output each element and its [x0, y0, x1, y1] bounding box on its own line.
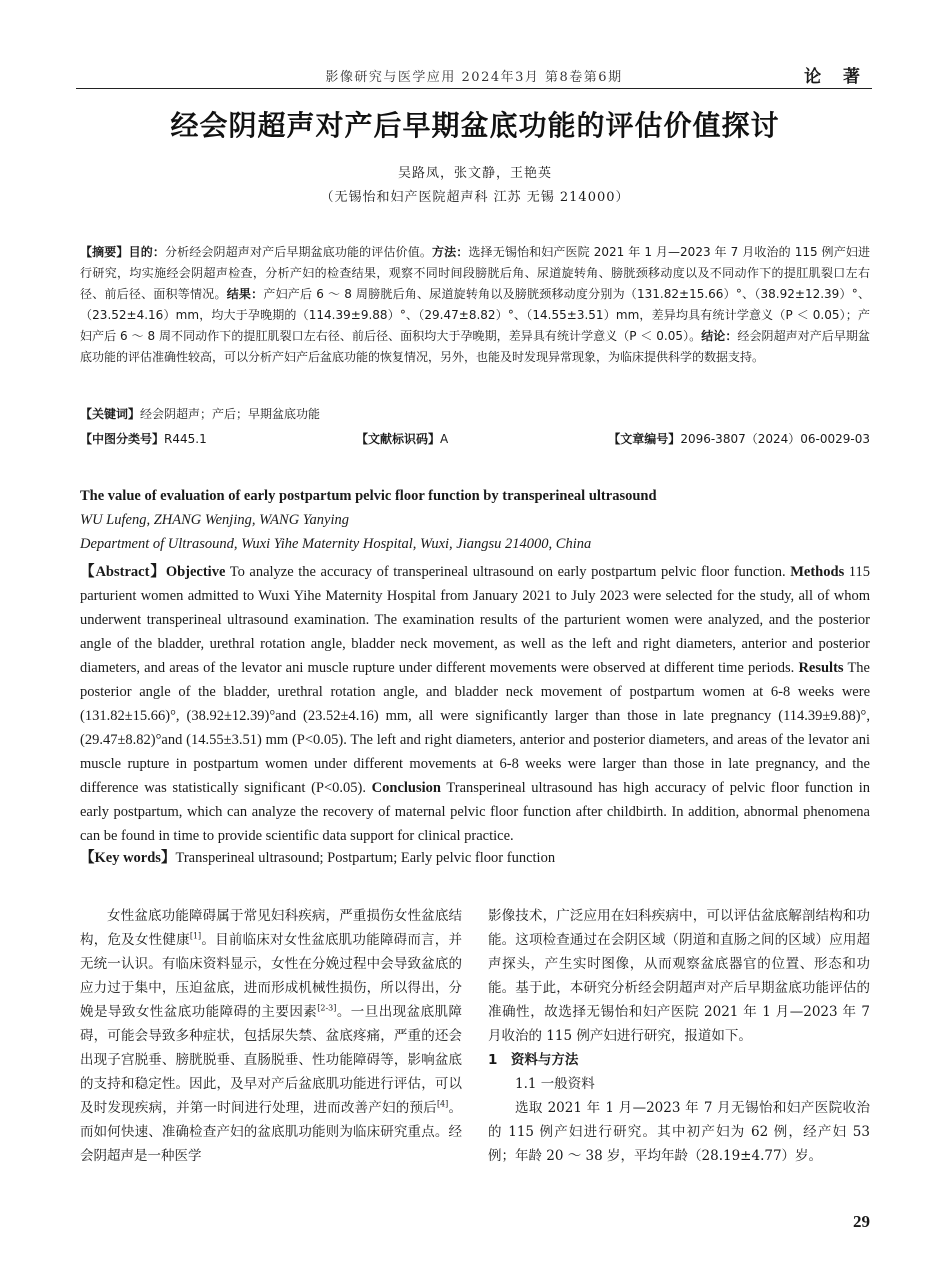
en-abstract-label: 【Abstract】: [80, 564, 166, 580]
intro-text-1: 女性盆底功能障碍属于常见妇科疾病，严重损伤女性盆底结构，危及女性健康: [80, 908, 462, 948]
page-number: 29: [853, 1212, 870, 1231]
english-keywords: [80, 848, 870, 868]
section-tag: 论 著: [804, 67, 868, 87]
classification-row: [80, 428, 870, 450]
en-conclusion-text: Transperineal ultrasound has high accuracy of pelvic floor function in early postpartum, which can analyze the recovery of maternal pelvic floor function after childbirth. In addition, abnormal phenomena can be found in time to provide scientific data support for clinical practice.: [80, 780, 870, 844]
article-label: 【文章编号】: [608, 432, 681, 446]
intro-text-4: 。而如何快速、准确检查产妇的盆底肌功能则为临床研究重点。经会阴超声是一种医学: [80, 1100, 463, 1164]
english-abstract: [80, 560, 870, 848]
affiliation: （无锡怡和妇产医院超声科 江苏 无锡 214000）: [320, 190, 630, 205]
subsection-heading: 1.1 一般资料: [515, 1076, 595, 1092]
en-objective-label: Objective: [165, 564, 226, 580]
methods-text: 选择无锡怡和妇产医院 2021 年 1 月—2023 年 7 月收治的 115 例产妇进行研究，均实施经会阴超声检查，分析产妇的检查结果，观察不同时间段膀胱后角、尿道旋转角、膀胱颈移动度以及不同动作下的提肛肌裂口左右径、前后径、面积等情况。: [80, 245, 870, 301]
intro-paragraph: [80, 904, 462, 1168]
en-methods-text: 115 parturient women admitted to Wuxi Yihe Maternity Hospital from January 2021 to July 2023 were selected for the study, all of whom underwent transperineal ultrasound examination. The examination results of the parturient women were analyzed, and the posterior angle of the bladder, urethral rotation angle, bladder neck movement, as well as the left and right diameters, anterior and posterior diameters, and areas of the levator ani muscle rupture under different movements were observed at different time periods.: [80, 564, 871, 676]
doc-code: [356, 428, 448, 450]
en-results-text: The posterior angle of the bladder, urethral rotation angle, and bladder neck movement of postpartum women at 6-8 weeks were (131.82±15.66)°, (38.92±12.39)°and (23.52±4.16) mm, all were significantly larger than those in late pregnancy (114.39±9.88)°, (29.47±8.82)°and (14.55±3.51) mm (P<0.05). The left and right diameters, anterior and posterior diameters, and areas of the levator ani muscle rupture in postpartum women under different movements at 6-8 weeks were larger than those in late pregnancy, and the difference was statistically significant (P<0.05).: [80, 660, 870, 796]
body-column-right: [488, 904, 870, 1168]
methods-label: 方法：: [432, 245, 469, 259]
section-heading: 1 资料与方法: [488, 1052, 579, 1068]
conclusion-label: 结论：: [701, 329, 738, 343]
intro-text-2: 。目前临床对女性盆底肌功能障碍而言，并无统一认识。有临床资料显示，女性在分娩过程中会导致盆底的应力过于集中，压迫盆底，进而形成机械性损伤，所以得出，分娩是导致女性盆底功能障碍的主要因素: [80, 932, 463, 1020]
results-label: 结果：: [226, 287, 264, 301]
citation-2: [2-3]: [317, 1003, 337, 1013]
english-affiliation: Department of Ultrasound, Wuxi Yihe Maternity Hospital, Wuxi, Jiangsu 214000, China: [80, 536, 592, 552]
citation-3: [4]: [436, 1099, 449, 1109]
journal-info: 影像研究与医学应用 2024年3月 第8卷第6期: [325, 70, 623, 85]
running-header: [76, 58, 872, 88]
article-number: [608, 428, 870, 450]
header-rule: [76, 88, 872, 89]
intro-continued: 影像技术，广泛应用在妇科疾病中，可以评估盆底解剖结构和功能。这项检查通过在会阴区域（阴道和直肠之间的区域）应用超声探头，产生实时图像，从而观察盆底器官的位置、形态和功能。基于此，本研究分析经会阴超声对产后早期盆底功能评估的准确性，故选择无锡怡和妇产医院 2021 年 1 月—2023 年 7 月收治的 115 例产妇进行研究，报道如下。: [488, 908, 870, 1044]
authors: 吴路凤，张文静，王艳英: [397, 166, 552, 181]
doc-label: 【文献标识码】: [356, 432, 441, 446]
citation-1: [1]: [189, 931, 202, 941]
en-conclusion-label: Conclusion: [371, 780, 441, 796]
paper-title: 经会阴超声对产后早期盆底功能的评估价值探讨: [170, 109, 780, 142]
en-keywords-label: 【Key words】: [80, 850, 176, 866]
clc-code: [80, 428, 207, 450]
abstract-label: 【摘要】: [80, 245, 129, 259]
en-objective-text: To analyze the accuracy of transperineal ultrasound on early postpartum pelvic floor function.: [225, 564, 791, 580]
en-results-label: Results: [798, 660, 844, 676]
doc-value: A: [440, 432, 449, 446]
conclusion-text: 经会阴超声对产后早期盆底功能的评估准确性较高，可以分析产妇产后盆底功能的恢复情况，另外，也能及时发现异常现象，为临床提供科学的数据支持。: [80, 329, 870, 364]
results-text: 产妇产后 6 ～ 8 周膀胱后角、尿道旋转角以及膀胱颈移动度分别为（131.82±15.66）°、（38.92±12.39）°、（23.52±4.16）mm，均大于孕晚期的（114.39±9.88）°、（29.47±8.82）°、（14.55±3.51）mm，差异均具有统计学意义（P ＜ 0.05）；产妇产后 6 ～ 8 周不同动作下的提肛肌裂口左右径、前后径、面积均大于孕晚期，差异具有统计学意义（P ＜ 0.05）。: [80, 287, 870, 343]
general-data-paragraph: 选取 2021 年 1 月—2023 年 7 月无锡怡和妇产医院收治的 115 例产妇进行研究。其中初产妇为 62 例，经产妇 53 例；年龄 20 ～ 38 岁，平均年龄（28.19±4.77）岁。: [488, 1100, 870, 1164]
objective-label: 目的：: [128, 245, 165, 259]
clc-value: R445.1: [164, 432, 207, 446]
english-authors: WU Lufeng, ZHANG Wenjing, WANG Yanying: [80, 512, 349, 528]
body-column-left: [80, 904, 462, 1168]
article-value: 2096-3807（2024）06-0029-03: [680, 432, 870, 446]
objective-text: 分析经会阴超声对产后早期盆底功能的评估价值。: [164, 245, 432, 259]
intro-text-3: 。一旦出现盆底肌障碍，可能会导致多种症状，包括尿失禁、盆底疼痛，严重的还会出现子宫脱垂、膀胱脱垂、直肠脱垂、性功能障碍等，影响盆底的支持和稳定性。因此，及早对产后盆底肌功能进行评估，可以及时发现疾病，并第一时间进行处理，进而改善产妇的预后: [80, 1004, 463, 1116]
en-methods-label: Methods: [790, 564, 845, 580]
keywords-label: 【关键词】: [80, 407, 141, 421]
en-keywords-text: Transperineal ultrasound; Postpartum; Early pelvic floor function: [175, 850, 556, 866]
english-title: The value of evaluation of early postpartum pelvic floor function by transperineal ultrasound: [80, 488, 657, 504]
keywords-text: 经会阴超声；产后；早期盆底功能: [140, 407, 321, 421]
clc-label: 【中图分类号】: [80, 432, 165, 446]
abstract-cn: [80, 242, 870, 368]
keywords-cn: [80, 404, 870, 425]
